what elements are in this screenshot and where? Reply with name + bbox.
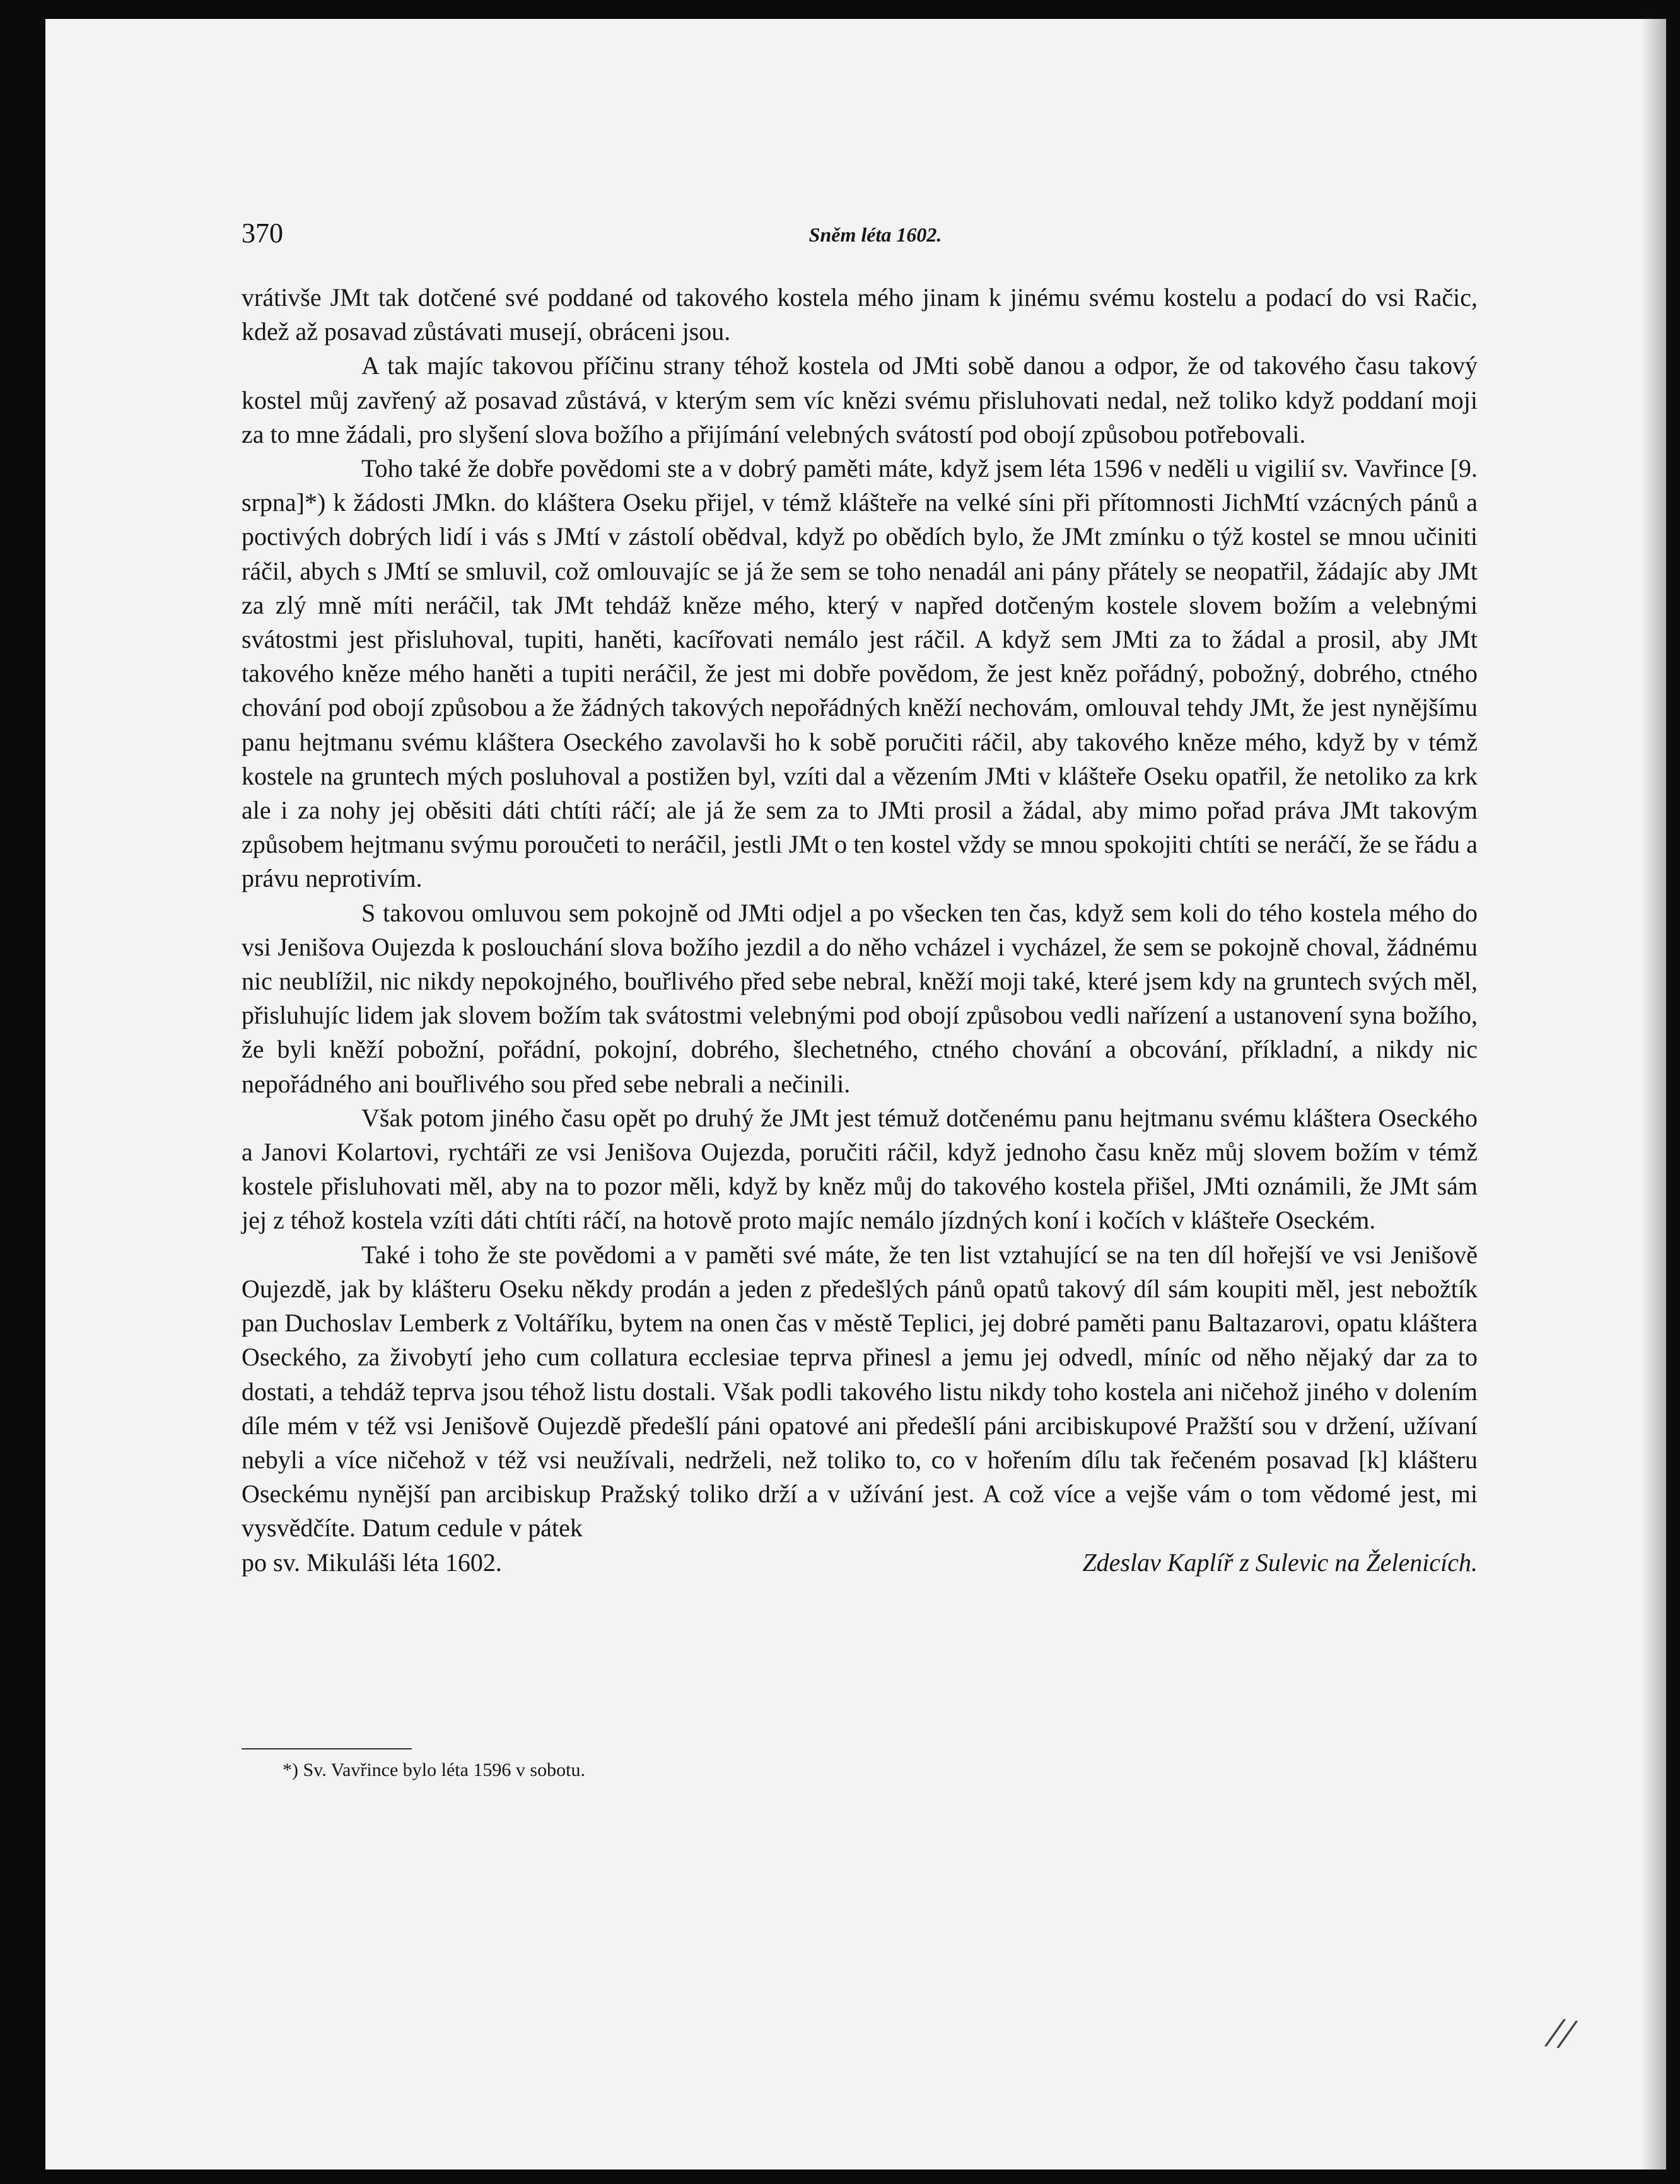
page-number: 370 <box>242 218 283 248</box>
running-title: Sněm léta 1602. <box>808 223 942 246</box>
margin-pencil-mark: // <box>1544 2007 1577 2060</box>
date-line: po sv. Mikuláši léta 1602. <box>242 1548 502 1577</box>
paragraph: Také i toho že ste povědomi a v paměti své máte, že ten list vztahující se na ten díl hořejší ve vsi Jenišově Oujezdě, jak by klášteru Oseku někdy prodán a jeden z předešlých pánů opatů takový díl sám koupiti měl, jest nebožtík pan Duchoslav Lemberk z Voltáříku, bytem na onen čas v městě Teplici, jej dobré paměti panu Baltazarovi, opatu kláštera Oseckého, za živobytí jeho cum collatura ecclesiae teprva přinesl a jemu jej odvedl, míníc od něho nějaký dar za to dostati, a tehdáž teprva jsou téhož listu dostali. Však podli takového listu nikdy toho kostela ani ničehož jiného v dolením díle mém v též vsi Jenišově Oujezdě předešlí páni opatové ani předešlí páni arcibiskupové Pražští sou v držení, užívaní nebyli a více ničehož v též vsi neužívali, nedrželi, než toliko to, co v hořením dílu tak řečeném posavad [k] klášteru Oseckému nynější pan arcibiskup Pražský toliko drží a v užívání jest. A což více a vejše vám o tom vědomé jest, mi vysvědčíte. Datum cedule v pátek <box>242 1240 1478 1543</box>
footnote: *) Sv. Vavřince bylo léta 1596 v sobotu. <box>283 1760 585 1780</box>
paragraph: Však potom jiného času opět po druhý že JMt jest témuž dotčenému panu hejtmanu svému kláštera Oseckého a Janovi Kolartovi, rychtáři ze vsi Jenišova Oujezda, poručiti ráčil, když jednoho času kněz můj slovem božím v témž kostele přisluhovati měl, aby na to pozor měli, když by kněz můj do takového kostela přišel, JMti oznámili, že JMt sám jej z téhož kostela vzíti dáti chtíti ráčí, na hotově proto majíc nemálo jízdných koní i kočích v klášteře Oseckém. <box>242 1103 1478 1235</box>
paragraph: A tak majíc takovou příčinu strany téhož kostela od JMti sobě danou a odpor, že od takového času takový kostel můj zavřený až posavad zůstává, v kterým sem víc knězi svému přisluhovati nedal, než toliko když poddaní moji za to mne žádali, pro slyšení slova božího a přijímání velebných svátostí pod obojí způsobou potřebovali. <box>242 351 1478 448</box>
paragraph: S takovou omluvou sem pokojně od JMti odjel a po všecken ten čas, když sem koli do tého kostela mého do vsi Jenišova Oujezda k poslouchání slova božího jezdil a do něho vcházel i vycházel, že sem se pokojně choval, žádnému nic neublížil, nic nikdy nepokojného, bouřlivého před sebe nebral, kněží moji také, které jsem kdy na gruntech svých měl, přisluhujíc lidem jak slovem božím tak svátostmi velebnými pod obojí způsobou vedli nařízení a ustanovení syna božího, že byli kněží pobožní, pořádní, pokojní, dobrého, šlechetného, ctného chování a obcování, příkladní, a nikdy nic nepořádného ani bouřlivého sou před sebe nebrali a nečinili. <box>242 898 1478 1098</box>
closing-line <box>242 1546 1478 1580</box>
footnote-rule <box>242 1748 412 1749</box>
page-header <box>242 217 1509 255</box>
body-text <box>242 281 1478 1580</box>
paragraph: vrátivše JMt tak dotčené své poddané od takového kostela mého jinam k jinému svému kostelu a podací do vsi Račic, kdež až posavad zůstávati musejí, obráceni jsou. <box>242 283 1478 346</box>
paragraph: Toho také že dobře povědomi ste a v dobrý paměti máte, když jsem léta 1596 v neděli u vigilií sv. Vavřince [9. srpna]*) k žádosti JMkn. do kláštera Oseku přijel, v témž klášteře na velké síni při přítomnosti JichMtí vzácných pánů a poctivých dobrých lidí i vás s JMtí v zástolí obědval, když po obědích bylo, že JMt zmínku o týž kostel se mnou učiniti ráčil, abych s JMtí se smluvil, což omlouvajíc se já že sem se toho nenadál ani pány přátely se neopatřil, žádajíc aby JMt za zlý mně míti neráčil, tak JMt tehdáž kněze mého, který v napřed dotčeným kostele slovem božím a velebnými svátostmi jest přisluhoval, tupiti, haněti, kacířovati nemálo jest ráčil. A když sem JMti za to žádal a prosil, aby JMt takového kněze mého haněti a tupiti neráčil, že jest mi dobře povědom, že jest kněz pořádný, pobožný, dobrého, ctného chování pod obojí způsobou a že žádných takových nepořádných kněží nechovám, omlouval tehdy JMt, že jest nynějšímu panu hejtmanu svému kláštera Oseckého zavolavši ho k sobě poručiti ráčil, aby takového kněze mého, když by v témž kostele na gruntech mých posluhoval a postižen byl, vzíti dal a vězením JMti v klášteře Oseku opatřil, že netoliko za krk ale i za nohy jej oběsiti dáti chtíti ráčí; ale já že sem za to JMti prosil a žádal, aby mimo pořad práva JMt takovým způsobem hejtmanu svýmu poroučeti to neráčil, jestli JMt o ten kostel vždy se mnou spokojiti chtíti se neráčí, že se řádu a právu neprotivím. <box>242 454 1478 893</box>
signature: Zdeslav Kaplíř z Sulevic na Želenicích. <box>1082 1548 1478 1577</box>
